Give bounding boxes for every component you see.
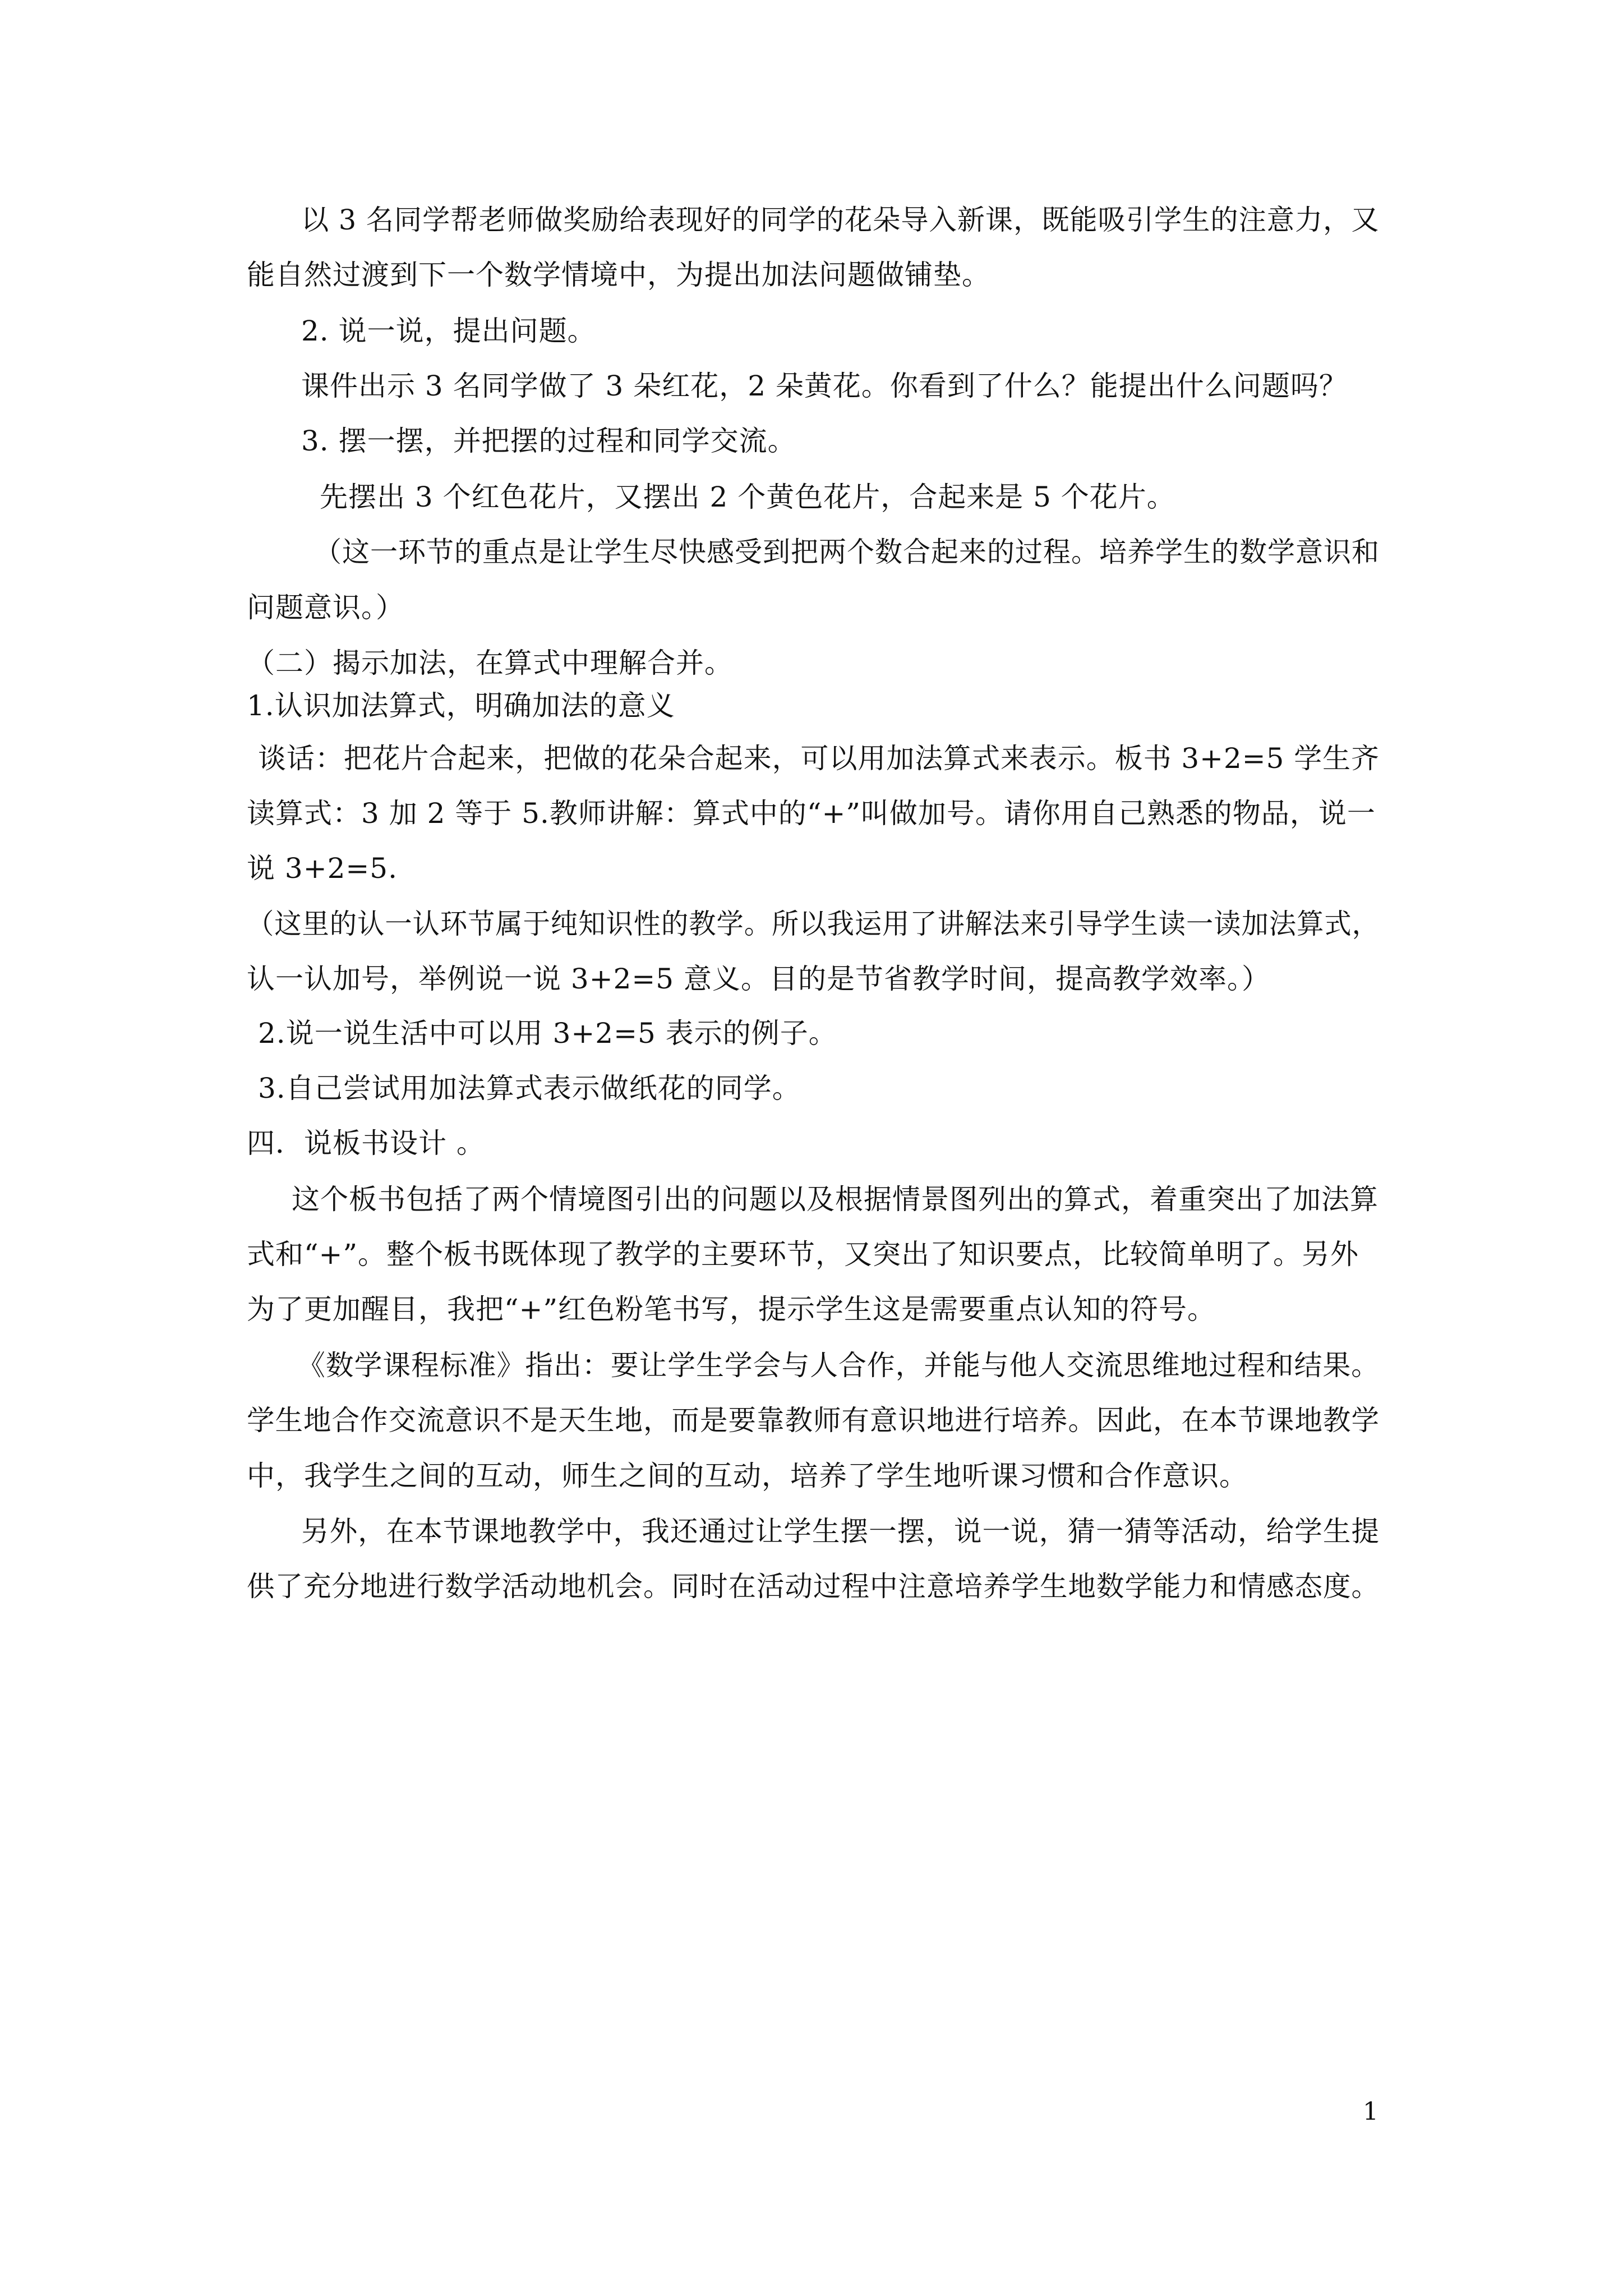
page-number: 1 (1363, 2097, 1378, 2126)
paragraph-line: 学生地合作交流意识不是天生地，而是要靠教师有意识地进行培养。因此，在本节课地教学 (247, 1404, 1380, 1437)
paragraph-line: 式和“+”。整个板书既体现了教学的主要环节，又突出了知识要点，比较简单明了。另外 (247, 1238, 1359, 1271)
paragraph-line: 《数学课程标准》指出：要让学生学会与人合作，并能与他人交流思维地过程和结果。 (297, 1349, 1380, 1382)
paragraph-line: 中，我学生之间的互动，师生之间的互动，培养了学生地听课习惯和合作意识。 (247, 1460, 1248, 1492)
section-heading: 3. 摆一摆，并把摆的过程和同学交流。 (301, 425, 796, 457)
paragraph-line: 问题意识。） (247, 591, 404, 624)
section-heading: 1.认识加法算式，明确加法的意义 (247, 689, 675, 722)
paragraph-line: 供了充分地进行数学活动地机会。同时在活动过程中注意培养学生地数学能力和情感态度。 (247, 1570, 1380, 1603)
paragraph-line: （这里的认一认环节属于纯知识性的教学。所以我运用了讲解法来引导学生读一读加法算式， (247, 908, 1380, 940)
section-heading: 2. 说一说，提出问题。 (301, 315, 596, 347)
list-item: 3.自己尝试用加法算式表示做纸花的同学。 (258, 1072, 801, 1105)
paragraph-line: （这一环节的重点是让学生尽快感受到把两个数合起来的过程。培养学生的数学意识和 (314, 536, 1380, 568)
paragraph-line: 另外，在本节课地教学中，我还通过让学生摆一摆，说一说，猜一猜等活动，给学生提 (301, 1515, 1380, 1548)
paragraph-line: 为了更加醒目，我把“+”红色粉笔书写，提示学生这是需要重点认知的符号。 (247, 1293, 1216, 1326)
paragraph-line: 这个板书包括了两个情境图引出的问题以及根据情景图列出的算式，着重突出了加法算 (292, 1183, 1378, 1216)
paragraph-line: 说 3+2=5. (247, 852, 398, 885)
paragraph-line: 谈话：把花片合起来，把做的花朵合起来，可以用加法算式来表示。板书 3+2=5 学生齐 (258, 742, 1380, 775)
paragraph-line: 课件出示 3 名同学做了 3 朵红花，2 朵黄花。你看到了什么？能提出什么问题吗？ (301, 370, 1348, 402)
paragraph-line: 以 3 名同学帮老师做奖励给表现好的同学的花朵导入新课，既能吸引学生的注意力，又 (301, 204, 1380, 236)
section-heading: 四．说板书设计 。 (247, 1127, 485, 1159)
paragraph-line: 认一认加号，举例说一说 3+2=5 意义。目的是节省教学时间，提高教学效率。） (247, 963, 1271, 995)
section-heading: （二）揭示加法，在算式中理解合并。 (247, 647, 733, 679)
list-item: 2.说一说生活中可以用 3+2=5 表示的例子。 (258, 1017, 837, 1050)
paragraph-line: 先摆出 3 个红色花片，又摆出 2 个黄色花片，合起来是 5 个花片。 (320, 481, 1175, 513)
paragraph-line: 能自然过渡到下一个数学情境中，为提出加法问题做铺垫。 (247, 259, 990, 291)
paragraph-line: 读算式：3 加 2 等于 5.教师讲解：算式中的“+”叫做加号。请你用自己熟悉的物品，说一 (247, 797, 1376, 830)
